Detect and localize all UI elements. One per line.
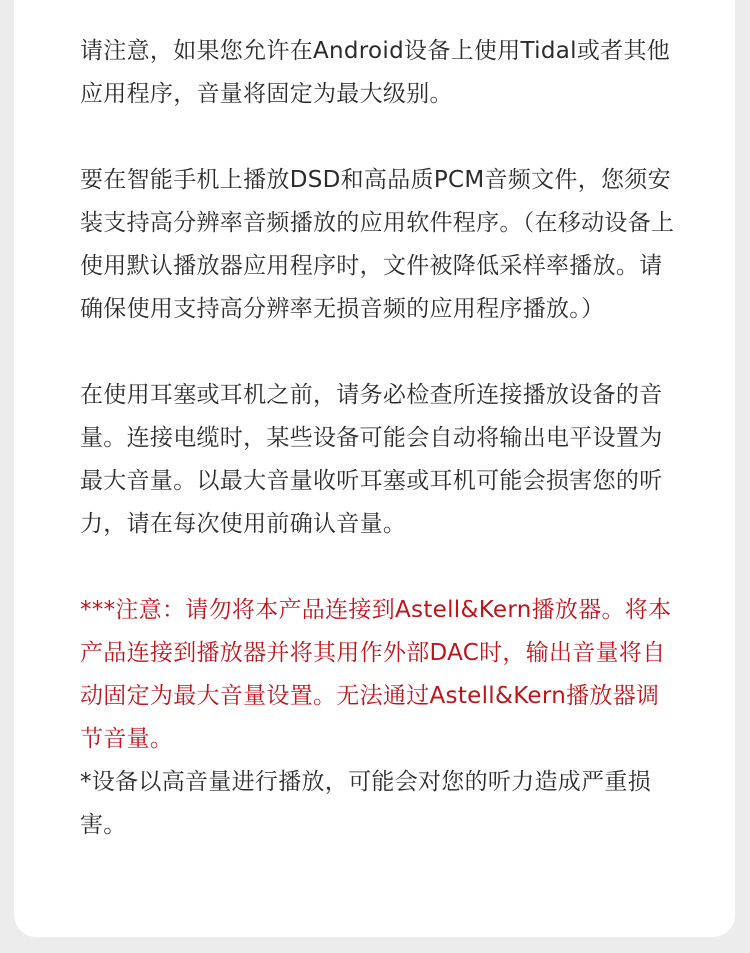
hearing-damage-footnote: *设备以高音量进行播放，可能会对您的听力造成严重损害。 — [80, 769, 651, 838]
volume-check-notice: 在使用耳塞或耳机之前，请务必检查所连接播放设备的音量。连接电缆时，某些设备可能会自动将输出电平设置为最大音量。以最大音量收听耳塞或耳机可能会损害您的听力，请在每次使用前确认音量。 — [80, 382, 663, 537]
hi-res-playback-notice: 要在智能手机上播放DSD和高品质PCM音频文件，您须安装支持高分辨率音频播放的应用软件程序。（在移动设备上使用默认播放器应用程序时，文件被降低采样率播放。请确保使用支持高分辨率无损音频的应用程序播放。） — [80, 167, 675, 322]
notice-text-block — [80, 30, 675, 847]
android-volume-notice: 请注意，如果您允许在Android设备上使用Tidal或者其他应用程序，音量将固定为最大级别。 — [80, 38, 671, 107]
astell-kern-warning: ***注意：请勿将本产品连接到Astell&Kern播放器。将本产品连接到播放器并将其用作外部DAC时，输出音量将自动固定为最大音量设置。无法通过Astell&Kern播放器调节音量。 — [80, 597, 672, 752]
